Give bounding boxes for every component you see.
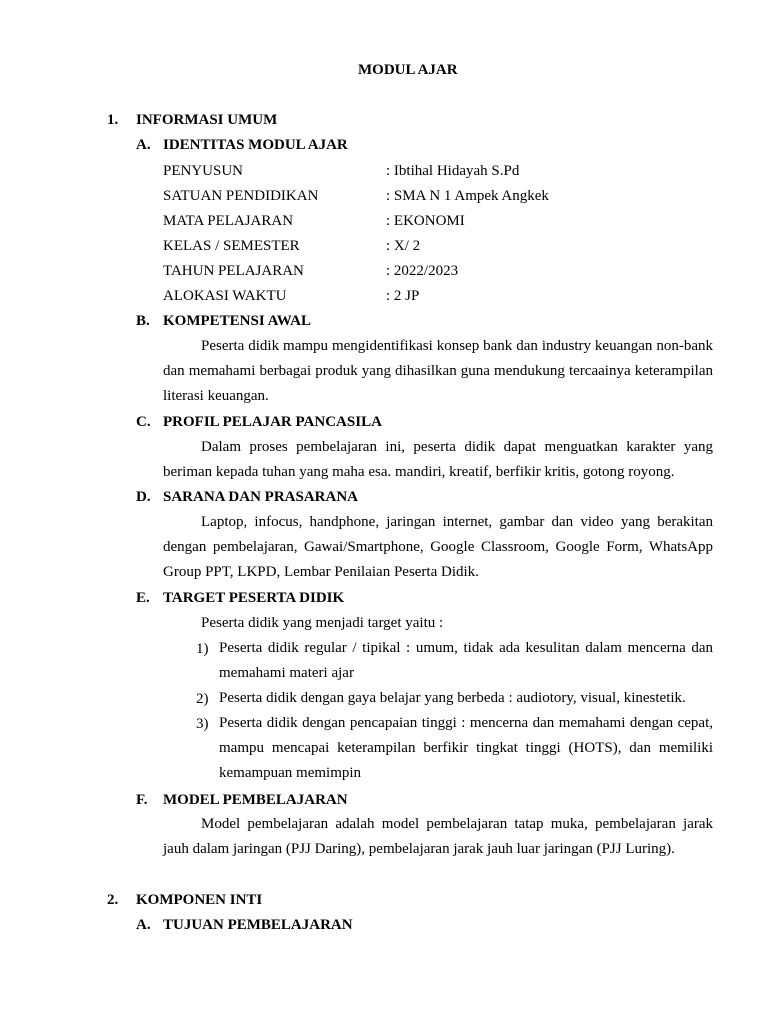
section-heading-informasi-umum: INFORMASI UMUM <box>136 112 278 128</box>
subsection-letter: D. <box>136 489 151 505</box>
section-number: 2. <box>107 892 119 908</box>
identity-value: : EKONOMI <box>386 213 465 229</box>
list-item: Peserta didik dengan pencapaian tinggi : mencerna dan memahami dengan cepat, mampu mencapai keterampilan berfikir tingkat tinggi (HOTS), dan memiliki kemampuan memimpin <box>219 715 713 782</box>
subsection-heading-profil-pelajar: PROFIL PELAJAR PANCASILA <box>163 414 382 430</box>
list-number: 1) <box>196 641 209 657</box>
section-heading-komponen-inti: KOMPONEN INTI <box>136 892 263 908</box>
subsection-heading-model: MODEL PEMBELAJARAN <box>163 792 348 808</box>
identity-label: MATA PELAJARAN <box>163 213 294 229</box>
subsection-letter: B. <box>136 313 150 329</box>
subsection-letter: F. <box>136 792 148 808</box>
subsection-heading-identitas: IDENTITAS MODUL AJAR <box>163 137 348 153</box>
profil-pelajar-text: Dalam proses pembelajaran ini, peserta didik dapat menguatkan karakter yang beriman kepada tuhan yang maha esa. mandiri, kreatif, berfikir kritis, gotong royong. <box>163 439 713 481</box>
subsection-heading-kompetensi-awal: KOMPETENSI AWAL <box>163 313 311 329</box>
model-text: Model pembelajaran adalah model pembelajaran tatap muka, pembelajaran jarak jauh dalam jaringan (PJJ Daring), pembelajaran jarak jauh luar jaringan (PJJ Luring). <box>163 816 713 858</box>
identity-label: ALOKASI WAKTU <box>163 288 287 304</box>
identity-label: SATUAN PENDIDIKAN <box>163 188 319 204</box>
subsection-letter: E. <box>136 590 150 606</box>
list-number: 3) <box>196 716 209 732</box>
identity-label: TAHUN PELAJARAN <box>163 263 304 279</box>
section-number: 1. <box>107 112 119 128</box>
identity-value: : SMA N 1 Ampek Angkek <box>386 188 549 204</box>
sarana-text: Laptop, infocus, handphone, jaringan internet, gambar dan video yang berakitan dengan pembelajaran, Gawai/Smartphone, Google Classroom, Google Form, WhatsApp Group PPT, LKPD, Lembar Penilaian Peserta Didik. <box>163 514 713 581</box>
subsection-letter: A. <box>136 137 151 153</box>
target-intro: Peserta didik yang menjadi target yaitu : <box>201 615 444 631</box>
subsection-heading-tujuan: TUJUAN PEMBELAJARAN <box>163 917 353 933</box>
list-item: Peserta didik dengan gaya belajar yang berbeda : audiotory, visual, kinestetik. <box>219 690 686 706</box>
subsection-letter: C. <box>136 414 151 430</box>
subsection-letter: A. <box>136 917 151 933</box>
subsection-heading-sarana: SARANA DAN PRASARANA <box>163 489 359 505</box>
kompetensi-awal-text: Peserta didik mampu mengidentifikasi konsep bank dan industry keuangan non-bank dan memahami berbagai produk yang dihasilkan guna mendukung tercaainya keterampilan literasi keuangan. <box>163 338 713 405</box>
list-item: Peserta didik regular / tipikal : umum, tidak ada kesulitan dalam mencerna dan memahami materi ajar <box>219 640 713 682</box>
identity-value: : 2 JP <box>386 288 420 304</box>
identity-value: : Ibtihal Hidayah S.Pd <box>386 163 520 179</box>
subsection-heading-target: TARGET PESERTA DIDIK <box>163 590 345 606</box>
document-title: MODUL AJAR <box>358 62 458 78</box>
identity-label: PENYUSUN <box>163 163 244 179</box>
identity-label: KELAS / SEMESTER <box>163 238 300 254</box>
list-number: 2) <box>196 691 209 707</box>
identity-value: : X/ 2 <box>386 238 421 254</box>
identity-value: : 2022/2023 <box>386 263 459 279</box>
